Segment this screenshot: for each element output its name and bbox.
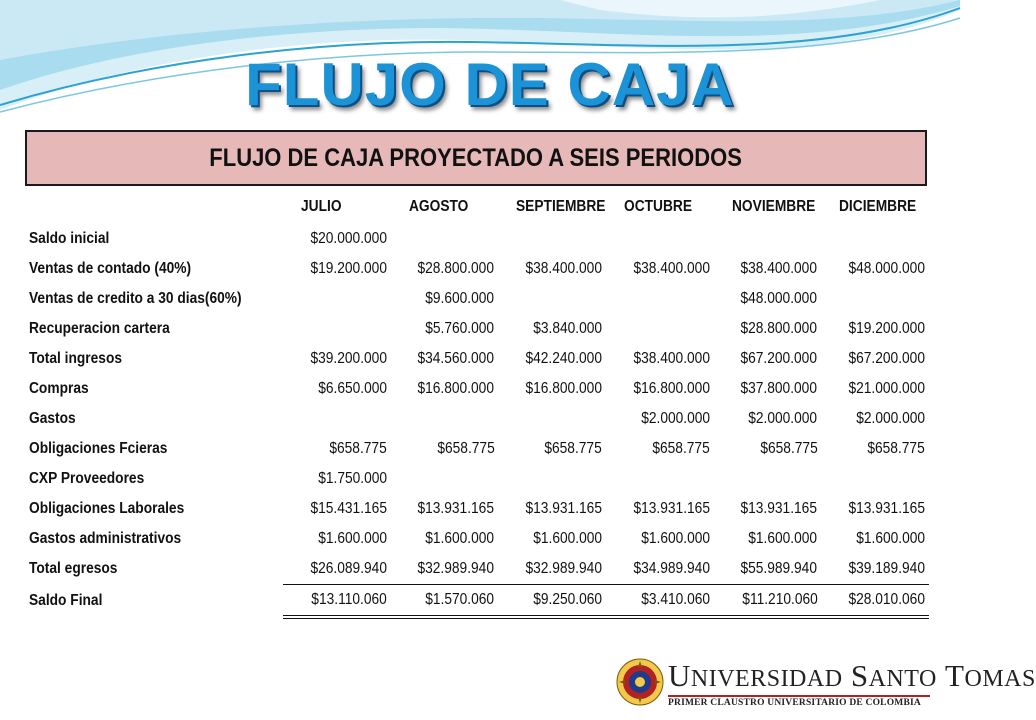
row-label-total-egresos: Total egresos (29, 560, 118, 578)
table-cell (606, 314, 714, 344)
table-cell (283, 404, 391, 434)
table-row (27, 404, 929, 434)
row-label-cxp-proveedores: CXP Proveedores (29, 470, 145, 487)
table-row (27, 224, 929, 254)
table-cell (821, 464, 929, 494)
table-cell (498, 224, 606, 254)
table-cell (714, 224, 822, 254)
table-cell: $658.775 (329, 440, 387, 457)
column-header-row (27, 190, 929, 224)
table-cell: $28.800.000 (740, 320, 818, 337)
row-label-saldo-final: Saldo Final (29, 591, 103, 609)
table-cell: $658.775 (652, 440, 710, 457)
table-cell: $3.840.000 (533, 320, 603, 337)
table-cell: $1.600.000 (748, 530, 818, 547)
table-cell (498, 464, 606, 494)
table-cell (283, 314, 391, 344)
table-cell: $11.210.060 (714, 585, 822, 618)
table-row (27, 494, 929, 524)
table-cell: $1.570.060 (391, 585, 499, 618)
table-cell: $38.400.000 (525, 260, 603, 277)
table-cell: $3.410.060 (606, 585, 714, 618)
table-cell (498, 404, 606, 434)
table-cell: $1.600.000 (425, 530, 495, 547)
table-cell: $658.775 (867, 440, 925, 457)
table-cell: $28.010.060 (821, 585, 929, 618)
row-label-compras: Compras (29, 380, 89, 397)
table-cell (714, 464, 822, 494)
table-cell: $32.989.940 (498, 554, 606, 585)
table-cell: $1.750.000 (317, 470, 387, 487)
table-cell: $1.600.000 (856, 530, 925, 547)
table-cell (821, 224, 929, 254)
table-cell: $9.600.000 (425, 290, 495, 307)
table-cell (821, 284, 929, 314)
table-row (27, 554, 929, 585)
table-cell: $28.800.000 (417, 260, 495, 277)
column-header-agosto: AGOSTO (408, 198, 469, 215)
table-row (27, 344, 929, 374)
table-cell: $13.931.165 (525, 500, 603, 517)
table-row (27, 464, 929, 494)
table-cell (606, 284, 714, 314)
table-cell: $658.775 (759, 440, 818, 457)
row-label-obligaciones-fcieras: Obligaciones Fcieras (29, 440, 168, 457)
table-cell: $34.560.000 (417, 350, 495, 367)
table-row (27, 314, 929, 344)
table-cell: $21.000.000 (848, 380, 925, 397)
table-cell: $13.931.165 (633, 500, 710, 517)
table-cell: $16.800.000 (417, 380, 495, 397)
table-cell: $37.800.000 (740, 380, 818, 397)
table-cell: $34.989.940 (606, 554, 714, 585)
table-cell: $38.400.000 (740, 260, 818, 277)
table-cell: $1.600.000 (533, 530, 603, 547)
row-label-gastos: Gastos (29, 410, 76, 427)
row-label-saldo-inicial: Saldo inicial (29, 230, 110, 247)
slide-title: FLUJO DE CAJA (245, 51, 735, 118)
table-cell: $1.600.000 (317, 530, 387, 547)
university-name: UNIVERSIDAD SANTO TOMAS (668, 658, 1036, 693)
table-row (27, 585, 929, 618)
table-cell: $13.931.165 (417, 500, 495, 517)
table-cell: $26.089.940 (283, 554, 391, 585)
table-cell: $9.250.060 (498, 585, 606, 618)
table-cell (606, 464, 714, 494)
table-cell: $39.189.940 (821, 554, 929, 585)
university-logo (616, 656, 1036, 712)
column-header-noviembre: NOVIEMBRE (731, 198, 816, 215)
table-cell: $2.000.000 (748, 410, 818, 427)
table-cell: $15.431.165 (310, 500, 387, 517)
university-tagline: PRIMER CLAUSTRO UNIVERSITARIO DE COLOMBIA (668, 695, 930, 708)
table-row (27, 434, 929, 464)
table-cell: $16.800.000 (633, 380, 710, 397)
table-cell: $38.400.000 (633, 260, 710, 277)
row-label-header (27, 190, 283, 224)
table-cell: $32.989.940 (391, 554, 499, 585)
column-header-diciembre: DICIEMBRE (839, 198, 917, 215)
table-cell: $67.200.000 (740, 350, 818, 367)
table-cell: $2.000.000 (856, 410, 925, 427)
table-cell: $658.775 (544, 440, 603, 457)
table-title-banner (25, 130, 927, 186)
table-cell: $20.000.000 (310, 230, 387, 247)
table-cell: $67.200.000 (848, 350, 925, 367)
table-cell: $5.760.000 (425, 320, 495, 337)
table-cell: $13.931.165 (848, 500, 925, 517)
row-label-recuperacion-cartera: Recuperacion cartera (29, 320, 170, 337)
row-label-ventas-credito: Ventas de credito a 30 dias(60%) (29, 290, 242, 307)
table-cell: $1.600.000 (640, 530, 710, 547)
table-row (27, 524, 929, 554)
table-cell: $48.000.000 (848, 260, 925, 277)
cash-flow-table-panel (20, 118, 933, 626)
table-cell (606, 224, 714, 254)
column-header-septiembre: SEPTIEMBRE (516, 198, 606, 215)
table-cell (391, 464, 499, 494)
table-cell: $48.000.000 (740, 290, 818, 307)
table-cell: $658.775 (436, 440, 495, 457)
row-label-obligaciones-laborales: Obligaciones Laborales (29, 500, 185, 517)
table-cell: $42.240.000 (525, 350, 603, 367)
row-label-total-ingresos: Total ingresos (29, 350, 123, 367)
table-cell: $38.400.000 (633, 350, 710, 367)
table-title: FLUJO DE CAJA PROYECTADO A SEIS PERIODOS (209, 143, 743, 172)
row-label-gastos-administrativos: Gastos administrativos (29, 530, 182, 547)
table-cell: $19.200.000 (310, 260, 387, 277)
column-header-octubre: OCTUBRE (624, 198, 693, 215)
table-cell: $39.200.000 (310, 350, 387, 367)
row-label-ventas-contado: Ventas de contado (40%) (29, 260, 192, 277)
table-row (27, 254, 929, 284)
table-cell: $13.931.165 (740, 500, 818, 517)
table-cell: $19.200.000 (848, 320, 925, 337)
table-cell (391, 224, 499, 254)
cash-flow-table (27, 190, 929, 619)
table-row (27, 284, 929, 314)
column-header-julio: JULIO (301, 198, 342, 215)
table-cell (283, 284, 391, 314)
university-emblem-icon (616, 658, 664, 706)
table-row (27, 374, 929, 404)
table-cell: $13.110.060 (283, 585, 391, 618)
table-cell: $16.800.000 (525, 380, 603, 397)
table-cell (498, 284, 606, 314)
table-cell: $6.650.000 (317, 380, 387, 397)
table-cell: $2.000.000 (640, 410, 710, 427)
table-cell: $55.989.940 (714, 554, 822, 585)
table-cell (391, 404, 499, 434)
